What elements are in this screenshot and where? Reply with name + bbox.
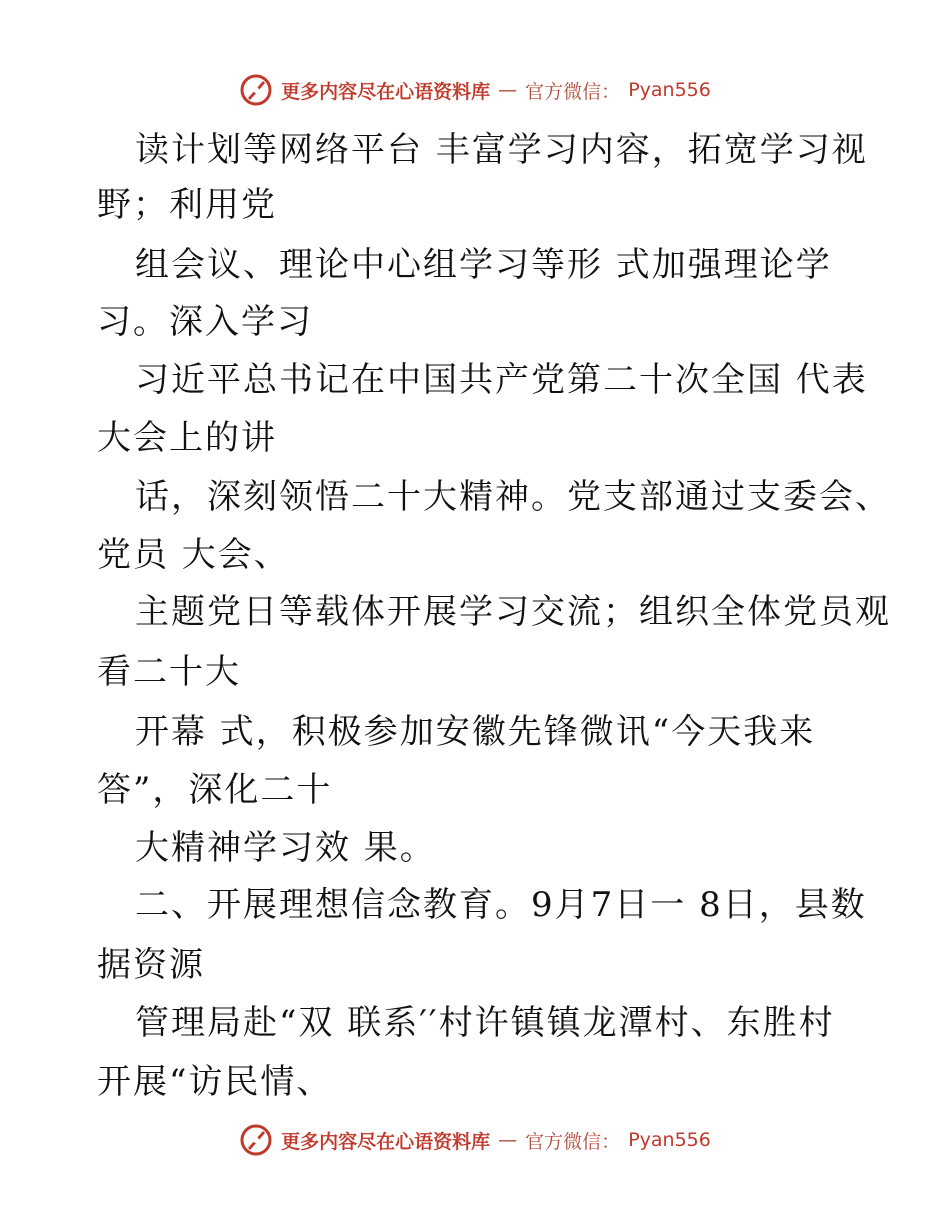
watermark-header [0,70,950,110]
text-line: 习。深入学习 [97,302,313,342]
text-line: 开幕 式，积极参加安徽先锋微讯“今天我来 [135,712,816,752]
watermark-separator: — [498,79,518,101]
text-line: 大会上的讲 [97,418,277,458]
quill-seal-icon [239,1123,273,1157]
text-line: 据资源 [97,945,205,985]
text-line: 答”，深化二十 [97,770,333,810]
text-line: 话，深刻领悟二十大精神。党支部通过支委会、 [135,477,891,517]
text-line: 管理局赴“双 联系′′村许镇镇龙潭村、东胜村 [135,1003,835,1043]
text-line: 看二十大 [97,652,241,692]
watermark-separator: — [498,1129,518,1151]
text-line: 二、开展理想信念教育。9月7日一 8日，县数 [135,885,867,925]
text-line: 读计划等网络平台 丰富学习内容，拓宽学习视 [135,130,868,170]
text-line: 组会议、理论中心组学习等形 式加强理论学 [135,245,832,285]
watermark-wechat-id: Pyan556 [628,79,711,101]
text-line: 主题党日等载体开展学习交流；组织全体党员观 [135,592,891,632]
text-line: 开展“访民情、 [97,1062,333,1102]
quill-seal-icon [239,73,273,107]
text-line: 习近平总书记在中国共产党第二十次全国 代表 [135,360,868,400]
text-line: 党员 大会、 [97,535,290,575]
text-line: 野；利用党 [97,185,277,225]
text-line: 大精神学习效 果。 [135,828,436,868]
watermark-wechat-id: Pyan556 [628,1129,711,1151]
watermark-footer [0,1120,950,1160]
watermark-main-text: 更多内容尽在心语资料库 [281,80,491,103]
watermark-wechat-label: 官方微信： [525,1130,621,1153]
watermark-main-text: 更多内容尽在心语资料库 [281,1130,491,1153]
watermark-wechat-label: 官方微信： [525,80,621,103]
